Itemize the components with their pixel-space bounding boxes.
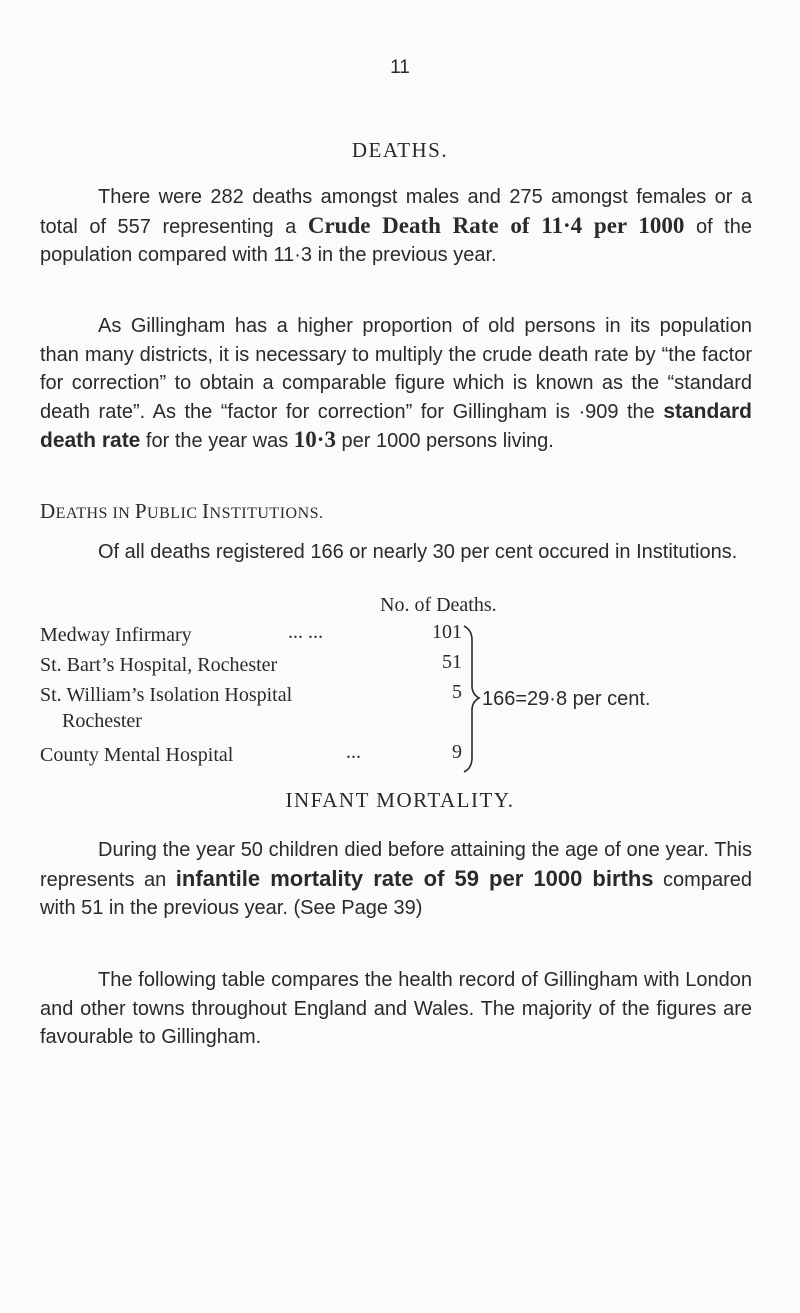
institution-row-name: Medway Infirmary — [40, 624, 192, 646]
institutions-total: 166=29·8 per cent. — [482, 688, 651, 710]
infant-paragraph-2 — [40, 966, 752, 1052]
standard-death-rate-value: 10·3 — [293, 427, 336, 452]
institution-row-count: 101 — [432, 621, 462, 643]
institution-row-name-cont: Rochester — [62, 710, 142, 732]
crude-death-rate: Crude Death Rate of 11·4 per 1000 — [307, 212, 685, 238]
deaths-heading: DEATHS. — [351, 138, 449, 162]
deaths-p1-text-end: of the population compared with 11·3 in the previous year. — [40, 215, 752, 266]
deaths-p2-text: As Gillingham has a higher proportion of old persons in its population than many districts, it is necessary to multiply the crude death rate by “the factor for correction” to obtain a comparable figure which is known as the “standard death rate”. As the “factor for correction” for Gillingham is ·909 the — [40, 315, 752, 423]
institution-row-name: St. William’s Isolation Hospital — [40, 684, 293, 706]
column-header: No. of Deaths. — [380, 594, 497, 616]
standard-death-rate-label: standard death rate — [40, 399, 752, 452]
deaths-p2-text-mid: for the year was — [140, 430, 294, 452]
deaths-paragraph-1 — [40, 183, 752, 270]
institution-row-count: 9 — [452, 741, 462, 763]
public-institutions-heading: DEATHS IN PUBLIC INSTITUTIONS. — [40, 499, 324, 523]
deaths-p2-text-end: per 1000 persons living. — [335, 430, 554, 452]
infantile-mortality-rate: infantile mortality rate of 59 per 1000 births — [175, 865, 654, 891]
infant-mortality-heading: INFANT MORTALITY. — [285, 788, 515, 812]
page-number: 11 — [390, 57, 410, 78]
institutions-intro-text: Of all deaths registered 166 or nearly 30 per cent occured in Institutions. — [98, 541, 738, 563]
institution-row-dots: ... — [346, 741, 361, 763]
deaths-p1-text: There were 282 deaths amongst males and 275 amongst females or a total of 557 representing a — [40, 186, 752, 238]
institution-row-name: St. Bart’s Hospital, Rochester — [40, 654, 278, 676]
institution-row-name: County Mental Hospital — [40, 744, 234, 766]
institution-row-count: 51 — [442, 651, 462, 673]
infant-p1-text: During the year 50 children died before attaining the age of one year. This represents an — [40, 839, 752, 891]
institution-row-dots: ... ... — [288, 621, 323, 643]
infant-p1-text-end: compared with 51 in the previous year. (See Page 39) — [40, 868, 752, 919]
deaths-paragraph-2 — [40, 312, 752, 456]
right-brace-icon — [462, 624, 482, 774]
infant-paragraph-1 — [40, 836, 752, 923]
infant-p2-text: The following table compares the health record of Gillingham with London and other towns throughout England and Wales. The majority of the figures are favourable to Gillingham. — [40, 969, 752, 1048]
institutions-intro — [40, 538, 752, 567]
institution-row-count: 5 — [452, 681, 462, 703]
